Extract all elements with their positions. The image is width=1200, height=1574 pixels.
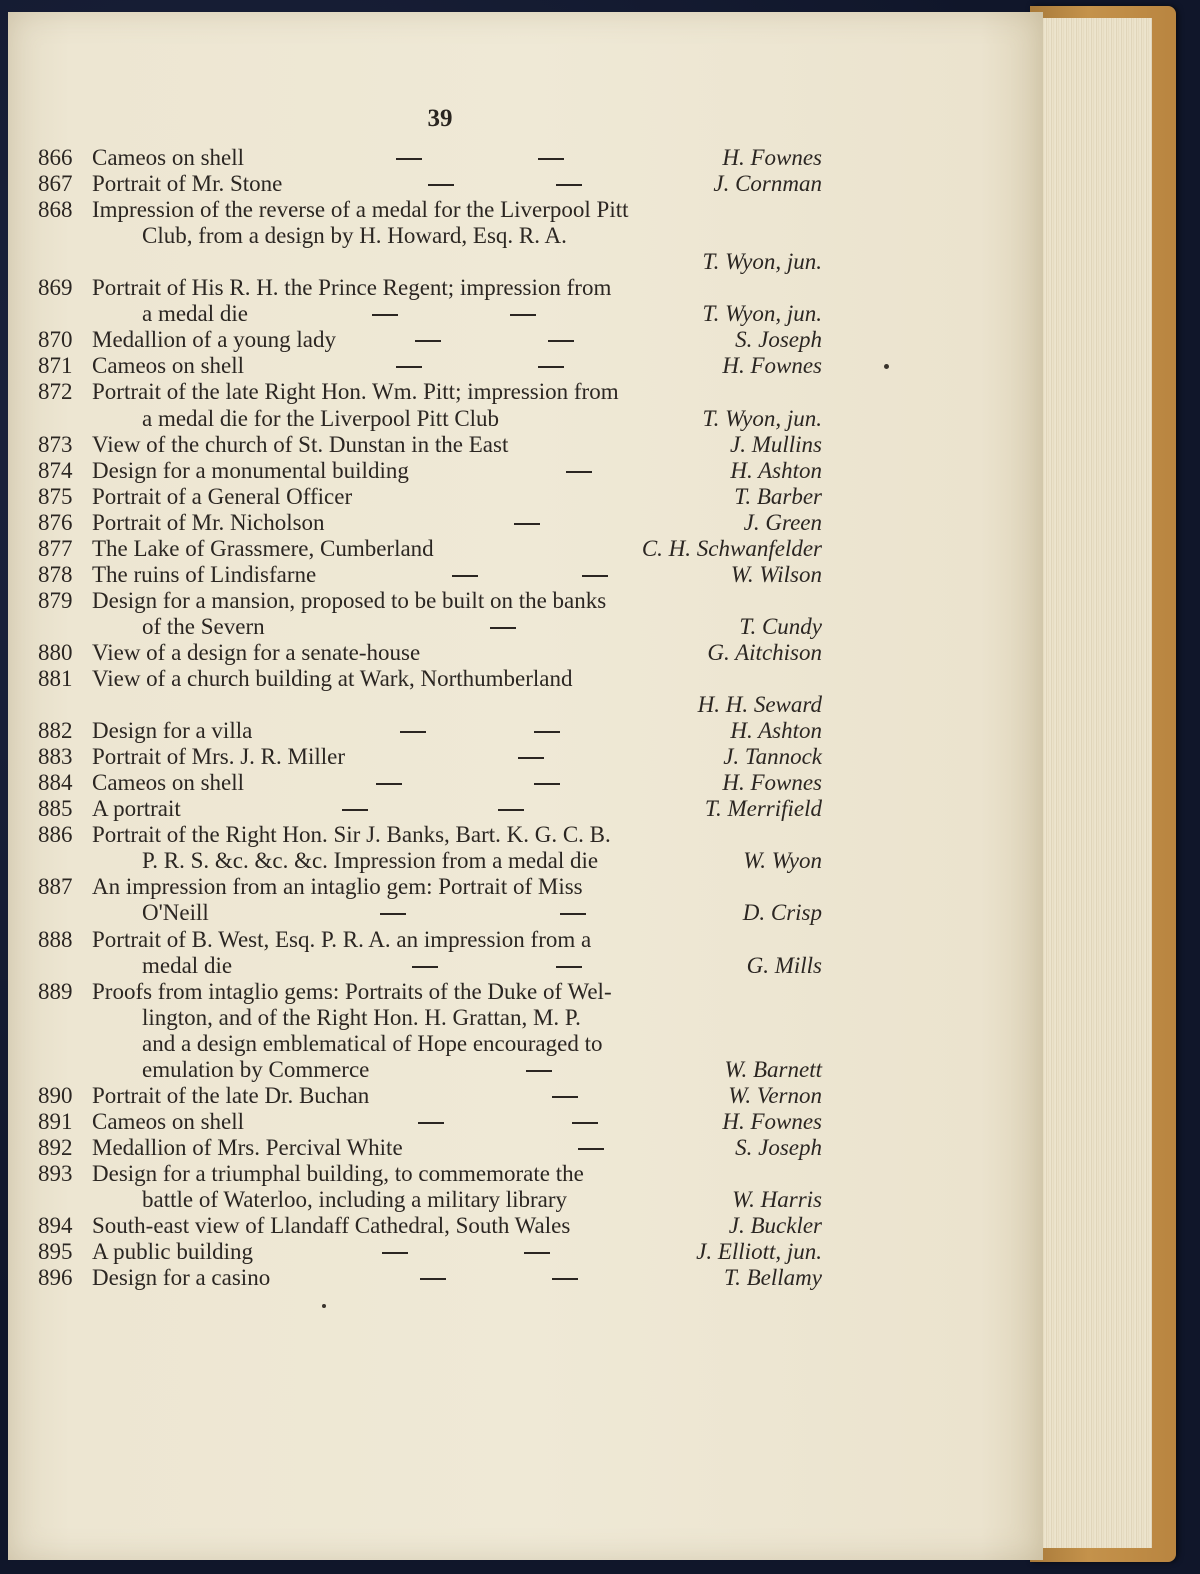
catalogue-entry-line <box>0 1161 1040 1187</box>
entry-title: Portrait of a General Officer <box>92 483 353 509</box>
entry-title: Proofs from intaglio gems: Portraits of the Duke of Wel- <box>92 978 612 1004</box>
entry-artist: J. Buckler <box>728 1213 822 1239</box>
catalogue-entry-line <box>0 718 1040 744</box>
entry-title: emulation by Commerce <box>142 1056 370 1082</box>
catalogue-entry-line <box>0 1005 1040 1031</box>
entry-number: 894 <box>38 1213 73 1239</box>
catalogue-entry-line <box>0 796 1040 822</box>
entry-number: 896 <box>38 1265 73 1291</box>
entry-artist: D. Crisp <box>742 900 822 926</box>
catalogue-entry-line <box>0 379 1040 405</box>
dash-separator <box>396 366 422 368</box>
dash-separator <box>534 783 560 785</box>
entry-title: Design for a mansion, proposed to be built on the banks <box>92 587 607 613</box>
catalogue-entry-line <box>0 562 1040 588</box>
dash-separator <box>376 783 402 785</box>
entry-artist: H. Fownes <box>722 145 822 170</box>
entry-title: View of a church building at Wark, Northumberland <box>92 666 573 691</box>
entry-number: 893 <box>38 1160 73 1186</box>
dash-separator <box>400 731 426 733</box>
entry-number: 888 <box>38 926 73 952</box>
dash-separator <box>552 1278 578 1280</box>
entry-number: 878 <box>38 561 73 587</box>
entry-number: 872 <box>38 379 73 405</box>
entry-title: View of the church of St. Dunstan in the East <box>92 431 509 457</box>
catalogue-entry-line <box>0 327 1040 353</box>
catalogue-entry-line <box>0 458 1040 484</box>
dash-separator <box>514 523 540 525</box>
entry-artist: H. Ashton <box>730 457 822 483</box>
entry-title: South-east view of Llandaff Cathedral, South Wales <box>92 1213 571 1239</box>
entry-number: 880 <box>38 639 73 665</box>
entry-number: 884 <box>38 770 73 796</box>
dash-separator <box>556 966 582 968</box>
entry-artist: G. Mills <box>746 952 822 978</box>
entry-number: 887 <box>38 874 73 900</box>
catalogue-entry-line <box>0 979 1040 1005</box>
entry-number: 889 <box>38 978 73 1004</box>
dash-separator <box>510 314 536 316</box>
page-number: 39 <box>427 105 453 132</box>
entry-title: Cameos on shell <box>92 770 245 796</box>
catalogue-entry-line <box>0 614 1040 640</box>
dash-separator <box>578 1148 604 1150</box>
catalogue-entry-line <box>0 275 1040 301</box>
entry-number: 883 <box>38 744 73 770</box>
catalogue-entry-line <box>0 900 1040 926</box>
entry-artist: T. Barber <box>734 483 822 509</box>
entry-title: Medallion of Mrs. Percival White <box>92 1134 403 1160</box>
entry-title: of the Severn <box>142 613 265 639</box>
entry-artist: J. Mullins <box>730 431 822 457</box>
entry-number: 869 <box>38 275 73 301</box>
catalogue-entry-line <box>0 692 1040 718</box>
entry-title: a medal die for the Liverpool Pitt Club <box>142 405 500 431</box>
page-speck <box>884 364 889 369</box>
entry-artist: T. Cundy <box>739 613 822 639</box>
entry-title: A public building <box>92 1239 253 1265</box>
catalogue-entry-line <box>0 744 1040 770</box>
catalogue-entry-line <box>0 536 1040 562</box>
catalogue-entry-line <box>0 1031 1040 1057</box>
entry-number: 877 <box>38 535 73 561</box>
entry-artist: T. Wyon, jun. <box>702 405 822 431</box>
dash-separator <box>382 1252 408 1254</box>
entry-title: lington, and of the Right Hon. H. Grattan, M. P. <box>142 1004 581 1030</box>
entry-number: 886 <box>38 822 73 848</box>
dash-separator <box>342 809 368 811</box>
entry-artist: T. Merrifield <box>704 796 822 822</box>
entry-number: 866 <box>38 145 73 170</box>
entry-title: battle of Waterloo, including a military library <box>142 1187 568 1212</box>
dash-separator <box>552 1096 578 1098</box>
dash-separator <box>534 731 560 733</box>
entry-artist: J. Green <box>743 509 822 535</box>
entry-number: 868 <box>38 197 73 223</box>
entry-title: Design for a triumphal building, to commemorate the <box>92 1160 584 1186</box>
entry-title: P. R. S. &c. &c. &c. Impression from a medal die <box>142 848 599 874</box>
entry-title: O'Neill <box>142 900 209 926</box>
catalogue-entry-line <box>0 432 1040 458</box>
catalogue-entry-line <box>0 145 1040 171</box>
entry-artist: W. Vernon <box>728 1082 822 1108</box>
catalogue-entry-line <box>0 1083 1040 1109</box>
entry-artist: C. H. Schwanfelder <box>641 535 822 561</box>
catalogue-entry-line <box>0 510 1040 536</box>
entry-number: 871 <box>38 353 73 379</box>
entry-artist: H. Ashton <box>730 718 822 744</box>
dash-separator <box>566 471 592 473</box>
catalogue-entry-line <box>0 927 1040 953</box>
catalogue-entry-line <box>0 1057 1040 1083</box>
dash-separator <box>526 1070 552 1072</box>
dash-separator <box>548 340 574 342</box>
dash-separator <box>518 757 544 759</box>
dash-separator <box>538 366 564 368</box>
entry-title: Cameos on shell <box>92 353 245 379</box>
entry-number: 873 <box>38 431 73 457</box>
entry-number: 870 <box>38 327 73 353</box>
dash-separator <box>420 1278 446 1280</box>
dash-separator <box>582 575 608 577</box>
dash-separator <box>418 1122 444 1124</box>
entry-artist: J. Cornman <box>713 171 822 197</box>
dash-separator <box>380 913 406 915</box>
entry-title: Cameos on shell <box>92 145 245 170</box>
entry-title: and a design emblematical of Hope encouraged to <box>142 1030 603 1056</box>
entry-artist: G. Aitchison <box>707 639 822 665</box>
entry-number: 867 <box>38 171 73 197</box>
entry-number: 876 <box>38 509 73 535</box>
entry-artist: J. Elliott, jun. <box>696 1239 822 1265</box>
entry-title: View of a design for a senate-house <box>92 639 421 665</box>
catalogue-entry-line <box>0 223 1040 249</box>
entry-title: Portrait of the late Dr. Buchan <box>92 1082 370 1108</box>
dash-separator <box>396 158 422 160</box>
entry-title: medal die <box>142 952 233 978</box>
entry-title: a medal die <box>142 301 249 327</box>
entry-title: Club, from a design by H. Howard, Esq. R. A. <box>142 223 567 249</box>
dash-separator <box>556 184 582 186</box>
dash-separator <box>428 184 454 186</box>
entry-number: 882 <box>38 718 73 744</box>
entry-title: Portrait of Mr. Stone <box>92 171 283 197</box>
entry-number: 881 <box>38 666 73 691</box>
entry-artist: W. Barnett <box>724 1056 822 1082</box>
entry-artist: W. Wyon <box>743 848 822 874</box>
entry-title: The ruins of Lindisfarne <box>92 561 317 587</box>
entry-title: Impression of the reverse of a medal for the Liverpool Pitt <box>92 197 629 223</box>
entry-artist: H. Fownes <box>722 770 822 796</box>
entry-title: Medallion of a young lady <box>92 327 337 353</box>
dash-separator <box>560 913 586 915</box>
catalogue-entry-line <box>0 822 1040 848</box>
entry-title: Design for a monumental building <box>92 457 409 483</box>
catalogue-entry-line <box>0 666 1040 692</box>
entry-artist: T. Wyon, jun. <box>702 301 822 327</box>
entry-number: 885 <box>38 796 73 822</box>
entry-artist: H. H. Seward <box>697 692 822 718</box>
catalogue-entry-line <box>0 640 1040 666</box>
entry-number: 875 <box>38 483 73 509</box>
entry-title: An impression from an intaglio gem: Portrait of Miss <box>92 874 583 900</box>
entry-artist: S. Joseph <box>735 327 822 353</box>
catalogue-entry-line <box>0 1135 1040 1161</box>
entry-artist: H. Fownes <box>722 1108 822 1134</box>
catalogue-entry-line <box>0 953 1040 979</box>
catalogue-entry-line <box>0 1109 1040 1135</box>
entry-title: A portrait <box>92 796 181 822</box>
catalogue-entry-line <box>0 484 1040 510</box>
entry-title: Portrait of His R. H. the Prince Regent; impression from <box>92 275 612 301</box>
entry-title: The Lake of Grassmere, Cumberland <box>92 535 434 561</box>
catalogue-entry-line <box>0 1187 1040 1213</box>
entry-artist: J. Tannock <box>723 744 822 770</box>
dash-separator <box>412 966 438 968</box>
catalogue-entry-line <box>0 874 1040 900</box>
entry-artist: T. Bellamy <box>724 1265 822 1291</box>
entry-title: Portrait of the late Right Hon. Wm. Pitt; impression from <box>92 379 619 405</box>
page-edges <box>1030 18 1152 1548</box>
entry-number: 895 <box>38 1239 73 1265</box>
entry-number: 890 <box>38 1082 73 1108</box>
catalogue-entry-line <box>0 848 1040 874</box>
catalogue-entry-line <box>0 588 1040 614</box>
dash-separator <box>452 575 478 577</box>
catalogue-entry-line <box>0 249 1040 275</box>
entry-number: 874 <box>38 457 73 483</box>
entry-artist: H. Fownes <box>722 353 822 379</box>
dash-separator <box>415 340 441 342</box>
entry-number: 891 <box>38 1108 73 1134</box>
entry-title: Cameos on shell <box>92 1108 245 1134</box>
catalogue-entry-line <box>0 171 1040 197</box>
entry-title: Design for a casino <box>92 1265 271 1291</box>
catalogue-entry-line <box>0 1239 1040 1265</box>
entry-title: Portrait of the Right Hon. Sir J. Banks, Bart. K. G. C. B. <box>92 822 611 848</box>
dash-separator <box>572 1122 598 1124</box>
dash-separator <box>524 1252 550 1254</box>
entry-title: Portrait of Mr. Nicholson <box>92 509 325 535</box>
catalogue-entry-line <box>0 1265 1040 1291</box>
catalogue-entry-line <box>0 1213 1040 1239</box>
catalogue-entry-line <box>0 197 1040 223</box>
entry-title: Portrait of B. West, Esq. P. R. A. an impression from a <box>92 926 592 952</box>
entry-artist: S. Joseph <box>735 1134 822 1160</box>
entry-number: 879 <box>38 587 73 613</box>
entry-artist: W. Harris <box>732 1187 822 1212</box>
dash-separator <box>490 627 516 629</box>
entry-artist: T. Wyon, jun. <box>702 249 822 275</box>
dash-separator <box>498 809 524 811</box>
catalogue-entry-line <box>0 770 1040 796</box>
dash-separator <box>538 158 564 160</box>
catalogue-entry-line <box>0 301 1040 327</box>
entry-title: Portrait of Mrs. J. R. Miller <box>92 744 345 770</box>
entry-artist: W. Wilson <box>730 561 822 587</box>
page-speck <box>322 1304 326 1308</box>
entry-number: 892 <box>38 1134 73 1160</box>
entry-title: Design for a villa <box>92 718 253 744</box>
dash-separator <box>372 314 398 316</box>
catalogue-entry-line <box>0 406 1040 432</box>
